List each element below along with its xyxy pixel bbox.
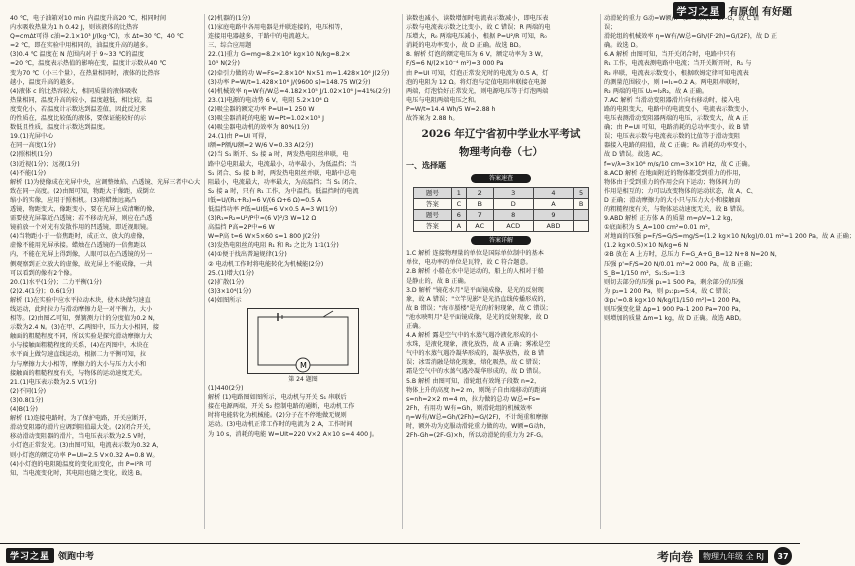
text-line: 数低且性质，温度计示数达到温度。 (10, 124, 109, 132)
text-line: I额=P额/U额=2 W/6 V≈0.33 A(2分) (208, 142, 314, 150)
text-line: 内水吸收热量为1 h 0.42 J，则该液体的比热容 (10, 24, 139, 32)
text-line: 24.(1)由 P=UI 可得， (208, 133, 271, 141)
text-line: 正确。 (406, 322, 425, 330)
answer-detail-banner: 答案详解 (471, 236, 531, 245)
text-line: ③p₁'=0.8 kg×10 N/kg/(1/150 m²)=1 200 Pa， (604, 296, 745, 304)
text-line: 1.C 解析 连接物理量的单位是国际单位制中的基本 (406, 250, 544, 258)
text-line: 需要使光屏靠近凸透镜；若不移动光屏，则应在凸透 (10, 215, 153, 223)
text-line: 的性质在，温度比较低的液体，要保证能较好的示 (10, 115, 147, 123)
svg-text:M: M (300, 361, 307, 370)
footer-brand (6, 548, 94, 563)
footer-logo: 学习之星 (6, 548, 54, 563)
text-line: 的测量范围较小，则 I=I₁=0.2 A。两电阻串联时， (604, 78, 744, 86)
text-line: =2 ℃，即在实验中用相同的，油温度升高的越多。 (10, 42, 152, 50)
text-line: 物体由于受到重力的作用会向下运动；物体间力的 (604, 178, 741, 186)
table-cell: 3 (493, 188, 533, 199)
circuit-diagram (248, 309, 358, 373)
text-line: 为 p₂=1 200 Pa，则 p₁:p₂=5:4，故 C 错误； (604, 287, 735, 295)
text-line: (4)B(1分) (10, 406, 38, 414)
text-line: f=v/λ=3×10⁸ m/s/10 cm=3×10⁹ Hz，故 C 正确。 (604, 160, 754, 168)
text-line: 10⁵ N(2分) (208, 60, 240, 68)
column-divider (402, 14, 403, 529)
column-2 (208, 14, 398, 526)
footer-bar (0, 543, 800, 566)
text-line: 变为70 ℃（小三个量），在热量相同时，液体的比热容 (10, 69, 160, 77)
text-line: 阻最小，电流最大，功率最大，为高温挡；当 S₁ 闭合、 (208, 178, 361, 186)
text-line: 接触面的粗糙程度有关，与物体的运动速度无关。 (10, 369, 147, 377)
text-line: (1)家庭电路中各用电器是并联连接的，电压相等， (208, 24, 347, 32)
text-line: (4)机械效率 η=W有/W总=4.182×10⁵ J/1.02×10⁶ J≈41%(2分) (208, 87, 391, 95)
text-line: 泡的电阻为 12 Ω。将灯泡与定值电阻串联接在电源 (406, 78, 547, 86)
text-line: 小与接触面粗糙程度的关系，(4)在丙图中，木块在 (10, 342, 149, 350)
text-line: 可以看到的像有2个像。 (10, 269, 76, 277)
text-line: D 正确；滑动摩擦力的大小只与压力大小和接触面 (604, 196, 741, 204)
text-line: 侧观察到正立放大的虚像，故光屏上不能成像，一共 (10, 260, 153, 268)
text-line: (3)R₁=R₂=U²/P中=(6 V)²/3 W=12 Ω (208, 215, 317, 223)
text-line: 是静止的，故 B 正确。 (406, 277, 470, 285)
column-1 (10, 14, 203, 526)
text-line: 两端，灯泡恰好正常发光，则电源电压等于灯泡两端 (406, 87, 549, 95)
text-line: 滑动变阻器的滑片应调到阻值最大处。(2)闭合开关， (10, 424, 155, 432)
text-line: 热量相同，温度升高的较小，温度越低，相比较，温 (10, 96, 153, 104)
text-line: (3)0.4 ℃ 温度在 N 范围内对于 9~33 ℃的温度 (10, 51, 144, 59)
text-line: 物体上升的高度 h=2 m，则绳子自由端移动的距离 (406, 386, 547, 394)
page-number: 37 (774, 547, 792, 565)
text-line: P=W/t=14.4 Wh/5 W=2.88 h (406, 105, 496, 113)
text-line: 镜前放一个对光有发散作用的凹透镜，即近视眼镜。 (10, 224, 153, 232)
text-line: W=P高 t=6 W×5×60 s=1 800 J(2分) (208, 233, 320, 241)
text-line: 则增加的质量 Δm=1 kg，故 D 正确。故选 ABD。 (604, 315, 746, 323)
table-cell: A (533, 199, 573, 210)
text-line: "池水映明月"是平面镜成像，是光的反射现象，故 D (406, 313, 549, 321)
text-line: I低=U/(R₁+R₂)=6 V/(6 Ω+6 Ω)=0.5 A (208, 196, 322, 204)
table-cell: 7 (466, 210, 493, 221)
text-line: (2)不同(1分) (10, 387, 47, 395)
footer-info (657, 547, 792, 565)
text-line: (4)当物距小于一倍焦距时，成正立、放大的虚像， (10, 233, 149, 241)
table-cell: C (451, 199, 466, 210)
table-cell: A (451, 221, 466, 232)
table-cell: 9 (533, 210, 573, 221)
answer-table (413, 187, 589, 232)
text-line: 误；电压表示数与电流表示数的比值等于滑动变阻 (604, 133, 741, 141)
text-line: S₁ 闭合、S₂ 接 b 时，两发热电阻丝并联，电路中总电 (208, 169, 357, 177)
text-line: 霜是空气中的水蒸气遇冷凝华形成的，故 D 错误。 (406, 368, 545, 376)
text-line: 水珠，是液化现象，液化放热，故 A 正确；雾凇是空 (406, 341, 551, 349)
table-cell (574, 221, 589, 232)
column-3 (406, 14, 596, 526)
text-line: (4)①便于找出普遍规律(1分) (208, 251, 287, 259)
text-line: 小灯泡正常发光。(3)由图可知，电流表示数为0.32 A， (10, 442, 163, 450)
section-title: 一、选择题 (406, 161, 446, 171)
text-line: 消耗的电功率变小，故 D 正确。故选 BD。 (406, 42, 525, 50)
text-line: 25.(1)增大(1分) (208, 269, 254, 277)
text-line: s=nh=2×2 m=4 m，拉力做的总功 W总=Fs= (406, 395, 541, 403)
text-line: 相等。(2)由图乙可知，弹簧测力计的分度值为0.2 N， (10, 315, 159, 323)
text-line: 知，当电流变化时，其电阻也随之变化，故选 B。 (10, 469, 147, 477)
text-line: 时，额外功为克服动滑轮重力做的功，W额=G动h， (406, 423, 550, 430)
text-line: 6.A 解析 由图可知，当开关闭合时，电路中只有 (604, 51, 736, 59)
column-4 (604, 14, 855, 526)
text-line: 为 10 s，消耗的电能 W=UIt=220 V×2 A×10 s=4 400 J。 (208, 430, 379, 438)
text-line: 的粗糙程度有关，与物体运动速度无关，故 B 错误。 (604, 205, 749, 213)
text-line: 2.B 解析 小船在水中是运动的，船上的人相对于船 (406, 268, 544, 276)
text-line: 电压与电阻两端电压之和。 (406, 96, 481, 104)
text-line: 触面的粗糙程度不同，所以实验是探究滑动摩擦力大 (10, 333, 153, 341)
text-line: 滑轮组的机械效率 η=W有/W总=Gh/(F·2h)=G/(2F)，故 D 正 (604, 33, 778, 41)
text-line: 虚像不能用光屏承接。蜡烛在凸透镜的一倍焦距以 (10, 242, 147, 250)
text-line: 则小灯泡的额定功率 P=UI=2.5 V×0.32 A=0.8 W。 (10, 451, 159, 459)
table-cell: 答案 (414, 221, 452, 232)
text-line: (4)不能(1分) (10, 169, 47, 177)
text-line: 2Fh-Gh=(2F-G)×h，所以动滑轮的重力为 2F-G。 (406, 432, 548, 440)
text-line: 透镜，物距变大，像距变小，要在光屏上成清晰的像， (10, 205, 159, 213)
table-cell: 5 (574, 188, 589, 199)
text-line: (4)液体 c 的比热容较大，相同质量的液体吸收 (10, 87, 138, 95)
text-line: 连接用电器越多，干路中的电流越大。 (208, 33, 314, 41)
text-line: 器接入电路的阻值，故 C 正确；R₀ 消耗的功率变小， (604, 142, 751, 150)
text-line: S_B=1/150 m²，S₁:S₂=1:3 (604, 269, 685, 277)
text-line: 路的电阻变大，电路中的电流变小，电流表示数变小， (604, 105, 753, 113)
text-line: 故 B 错误；"海市蜃楼"是光的折射现象，故 C 错误； (406, 304, 552, 312)
text-line: 线运动，此时拉力与滑动摩擦力是一对平衡力，大小 (10, 306, 153, 313)
text-line: 则切去部分的压强 p₁=1 500 Pa，剩余部分的压强 (604, 278, 744, 286)
table-cell: 6 (451, 210, 466, 221)
column-divider (204, 14, 205, 529)
table-row (414, 221, 589, 232)
text-line: (2)扩散(1分) (208, 278, 245, 286)
table-row (414, 210, 589, 221)
text-line: (4)小灯泡的电阻随温度的变化而变化，由 P=I²R 可 (10, 460, 152, 468)
text-line: 2Fh，有用功 W有=Gh，则滑轮组的机械效率 (406, 404, 533, 412)
text-line: 故答案为 2.88 h。 (406, 115, 459, 123)
table-cell: B (466, 199, 493, 210)
table-row (414, 199, 589, 210)
text-line: 19.(1)光屏中心 (10, 133, 54, 141)
text-line: R₂ 两端的电压 U₂=I₂R₂，故 A 正确。 (604, 87, 709, 95)
text-line: 象，故 A 错误；"立竿见影"是光沿直线传播形成的， (406, 295, 550, 303)
text-line: 7.AC 解析 当滑动变阻器滑片向右移动时，接入电 (604, 96, 740, 104)
text-line: 单位，电功率的单位是瓦特，故 C 符合题意。 (406, 259, 532, 267)
text-line: 对地面的压强 p=F/S=G/S=mg/S=(1.2 kg×10 N/kg)/0.01 m²=1 200 Pa，故 A 正确； (604, 233, 855, 241)
text-line: 低温挡功率 P低=UI低=6 V×0.5 A=3 W(1分) (208, 205, 338, 213)
text-line: 越小，温度升高的越多。 (10, 78, 79, 86)
table-cell: 题号 (414, 210, 452, 221)
brand-logo: 学习之星 (673, 2, 725, 19)
text-line: (3)吸尘器消耗的电能 W=Pt=1.02×10⁵ J (208, 115, 324, 123)
text-line: F/S=6 N/(2×10⁻⁴ m²)=3 000 Pa (406, 60, 504, 68)
text-line: (2)当 S₁ 断开、S₂ 接 a 时，两发热电阻丝串联，电 (208, 151, 349, 159)
table-cell: B (574, 199, 589, 210)
text-line: 三、综合应用题 (208, 42, 252, 50)
text-line: 40 ℃，电子油箱对10 min 内温度升高20 ℃，相同时间 (10, 15, 167, 22)
text-line: 时将电能转化为机械能。(2)分子在不停地做无规则 (208, 412, 347, 420)
text-line: 解析 (1)连接电路时，为了保护电路，开关应断开， (10, 415, 151, 423)
text-line: 9.ABD 解析 正方体 A 的质量 m=ρV=1.2 kg， (604, 215, 737, 223)
table-cell: 4 (533, 188, 573, 199)
text-line: 在同一高度(1分) (10, 142, 56, 150)
text-line: 力与摩擦力大小相等，摩擦力的大小与压力大小和 (10, 360, 147, 368)
figure-caption: 第 24 题图 (288, 376, 318, 383)
text-line: 22.(1)重力 G=mg=8.2×10⁴ kg×10 N/kg=8.2× (208, 51, 351, 59)
text-line: 示数与电流表示数之比变小，故 C 错误；R 两端的电 (406, 24, 551, 32)
text-line: 内，不能在光屏上得到像，人眼可以在凸透镜的另一 (10, 251, 153, 259)
text-line: 气中的水蒸气遇冷凝华形成的，凝华放热，故 B 错 (406, 350, 545, 358)
table-row (414, 188, 589, 199)
text-line: 高温挡 P高=2P中=6 W (208, 224, 275, 232)
footer-title: 考向卷 (656, 549, 693, 564)
text-line: 5.B 解析 由图可知，滑轮组有效绳子段数 n=2， (406, 377, 541, 385)
text-line: 路中总电阻最大，电流最小，功率最小，为低温挡；当 (208, 160, 357, 168)
text-line: 缩小的实像，应用于照相机。(3)将蜡烛远离凸 (10, 196, 137, 204)
text-line: (4)吸尘器电动机的效率为 80%(1分) (208, 124, 310, 132)
text-line: 致在同一高度。(2)由图可知，物距大于像距，成倒立 (10, 187, 155, 195)
text-line: 作用是相互的；力可以改变物体的运动状态，故 A、C、 (604, 187, 757, 195)
table-cell: 1 (451, 188, 466, 199)
footer-subtitle: 领跑中考 (58, 552, 95, 562)
text-line: 压增大，R₀ 两端电压减小，根据 P=U²/R 可知，R₀ (406, 33, 547, 41)
text-line: (4)如图所示 (208, 296, 242, 304)
table-cell: ACD (493, 221, 533, 232)
text-line: (3)3×10⁴(1分) (208, 287, 252, 295)
text-line: (1.2 kg×0.5)×10 N/kg=6 N (604, 242, 689, 250)
text-line: S₂ 接 a 时，只有 R₁ 工作，为中温挡。低温挡时的电流 (208, 187, 359, 195)
text-line: Q=cmΔt可得 c油=2.1×10³ J/(kg·℃)，水 Δt=30 ℃，40 ℃ (10, 33, 184, 41)
text-line: (3)功率 P=W/t=1.428×10⁶ J/(9600 s)≈148.75 W(2分) (208, 78, 371, 86)
text-line: 解析 (1)电路图如图所示，电动机与开关 S₁ 串联后 (208, 394, 347, 402)
text-line: 接在电源两端，开关 S₂ 控制电路的通断，电动机工作 (208, 403, 355, 411)
text-line: 压强 p'=F/S=20 N/0.01 m²=2 000 Pa，故 B 正确； (604, 260, 756, 268)
text-line: η=W有/W总=Gh/(2Fh)=G/(2F)，不计绳重和摩擦 (406, 413, 548, 421)
text-line: 动滑轮的重力 G动=W额/h=(2F-G)h/h=2F-G，故 C 错 (604, 15, 760, 22)
table-cell: 8 (493, 210, 533, 221)
exam-title-line2: 物理考向卷（七） (459, 146, 543, 159)
text-line: 由 P=UI 可知，灯泡正常发光时的电流为 0.5 A，灯 (406, 69, 549, 77)
text-line: 运动。(3)电动机正常工作时的电流为 2 A，工作时间 (208, 421, 353, 429)
text-line: (3)发热电阻丝的电阻 R₁ 和 R₂ 之比为 1∶1(1分) (208, 242, 339, 250)
footer-edition: 物理九年级 全 RJ (699, 550, 768, 563)
table-cell (574, 210, 589, 221)
text-line: 解析 (1)在实验中应水平拉动木块，使木块做匀速直 (10, 296, 151, 304)
text-line: 读数也减小，读数增加时电流表示数减小，即电压表 (406, 15, 549, 22)
brand-slogan: 有原创 有好题 (728, 7, 792, 18)
text-line: 则压强变化量 Δp=1 900 Pa-1 200 Pa=700 Pa， (604, 306, 745, 313)
table-cell: AC (466, 221, 493, 232)
text-line: 3.D 解析 "镜花水月"是平面镜成像，是光的反射现 (406, 286, 544, 294)
exam-title-line1: 2026 年辽宁省初中学业水平考试 (421, 128, 581, 141)
text-line: 示数为2.4 N。(3)在甲、乙两图中，压力大小相同，接 (10, 324, 159, 332)
text-line: 水平面上做匀速直线运动，根据二力平衡可知，拉 (10, 351, 147, 359)
text-line: 故 D 错误。故选 AC。 (604, 151, 667, 159)
text-line: 确；由 P=UI 可知，电路消耗的总功率变小，故 B 错 (604, 124, 749, 132)
table-cell: ABD (533, 221, 573, 232)
text-line: 20.(1)水平(1分)；二力平衡(1分) (10, 278, 102, 286)
table-cell: D (493, 199, 533, 210)
text-line: ② 电动机工作时将电能转化为机械能(2分) (208, 260, 324, 268)
text-line: 电压表测滑动变阻器两端的电压，示数变大，故 A 正 (604, 115, 749, 123)
text-line: ②B 放在 A 上方时，总压力 F=G_A+G_B=12 N+8 N=20 N， (604, 251, 781, 259)
text-line: 确。故选 D。 (604, 42, 642, 50)
text-line: 移动滑动变阻器的滑片，当电压表示数为2.5 V时， (10, 433, 150, 441)
text-line: 21.(1)电压表示数为2.5 V(1分) (10, 378, 97, 386)
table-cell: 2 (466, 188, 493, 199)
text-line: (3)0.8(1分) (10, 396, 44, 404)
text-line: (2)机器的(1分) (208, 15, 251, 22)
text-line: =20 ℃，温度表示热值的影响在变，温度计示数从40 ℃ (10, 60, 167, 68)
text-line: 误； (604, 24, 617, 32)
text-line: 度变化小，若温度计示数达到温差值，因此反过来 (10, 105, 147, 113)
text-line: 解析 (1)为使像成在光屏中央，应调整烛焰、凸透镜、光屏三者中心大 (10, 178, 201, 186)
text-line: R₁ 工作，电流表测电路中电流；当开关断开时，R₁ 与 (604, 60, 752, 68)
table-cell: 答案 (414, 199, 452, 210)
text-line: 8. 解析 灯泡的额定电压为 6 V，额定功率为 3 W， (406, 51, 548, 59)
text-line: (2)牵引力做的功 W=Fs=2.8×10⁴ N×51 m=1.428×10⁶ J(2分) (208, 69, 390, 77)
text-line: 23.(1)电源的电动势 6 V，电阻 5.2×10⁴ Ω (208, 96, 329, 104)
text-line: (1)440(2分) (208, 385, 244, 393)
text-line: (2)2.4(1分)；0.6(1分) (10, 287, 75, 295)
text-line: R₂ 串联，电流表示数变小，根据欧姆定律可知电流表 (604, 69, 749, 77)
column-divider (600, 14, 601, 529)
text-line: ①底面积为 S_A=100 cm²=0.01 m²， (604, 224, 715, 232)
text-line: 误；冰雪消融是熔化现象，熔化吸热，故 C 错误； (406, 359, 545, 367)
text-line: 4.A 解析 露是空气中的水蒸气遇冷液化形成的小 (406, 332, 538, 340)
text-line: (2)吸尘器的额定功率 P=UI=1 250 W (208, 105, 315, 113)
text-line: (3)近视(1分)；远视(1分) (10, 160, 80, 168)
text-line: (2)照相机(1分) (10, 151, 53, 159)
circuit-figure (247, 308, 359, 374)
table-cell: 题号 (414, 188, 452, 199)
text-line: 8.ACD 解析 在地面附近的物体都受到重力的作用， (604, 169, 745, 177)
answer-quick-banner: 答案速查 (471, 174, 531, 183)
